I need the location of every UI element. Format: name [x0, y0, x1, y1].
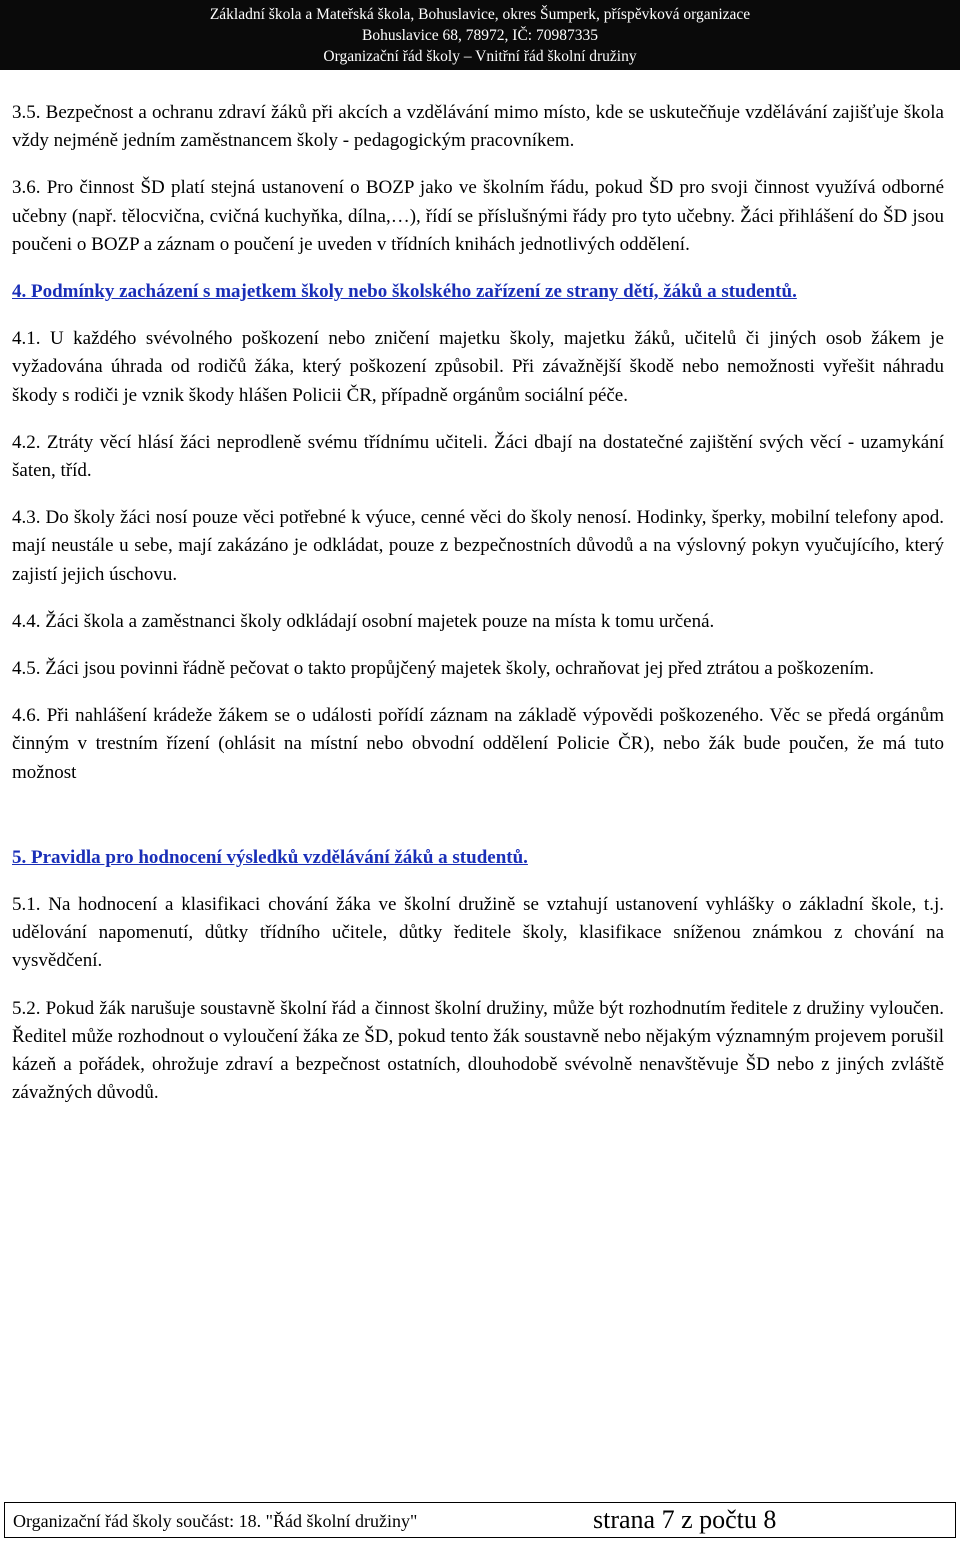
paragraph-4-6: 4.6. Při nahlášení krádeže žákem se o události pořídí záznam na základě výpovědi poškozeného. Věc se předá orgánům činným v trestním řízení (ohlásit na místní nebo obvodní oddělení Policie ČR), nebo žák bude poučen, že má tuto možnost: [12, 705, 944, 783]
section-heading-4: 4. Podmínky zacházení s majetkem školy nebo školského zařízení ze strany dětí, žáků a studentů.: [12, 281, 797, 303]
paragraph-4-4: 4.4. Žáci škola a zaměstnanci školy odkládají osobní majetek pouze na místa k tomu určená.: [12, 610, 715, 632]
paragraph-3-6: 3.6. Pro činnost ŠD platí stejná ustanovení o BOZP jako ve školním řádu, pokud ŠD pro svoji činnost využívá odborné učebny (např. tělocvična, cvičná kuchyňka, dílna,…), řídí se příslušnými řády pro tyto učebny. Žáci přihlášení do ŠD jsou poučeni o BOZP a záznam o poučení je uveden v třídních knihách jednotlivých oddělení.: [12, 177, 944, 255]
footer-document-label: Organizační řád školy součást: 18. "Řád školní družiny": [13, 1511, 418, 1531]
paragraph-5-2: 5.2. Pokud žák narušuje soustavně školní řád a činnost školní družiny, může být rozhodnutím ředitele z družiny vyloučen. Ředitel může rozhodnout o vyloučení žáka ze ŠD, pokud tento žák soustavně nebo nějakým významným projevem porušil kázeň a pořádek, ohrožuje zdraví a bezpečnost ostatních, dlouhodobě svévolně nenavštěvuje ŠD nebo z jiných zvláště závažných důvodů.: [12, 997, 944, 1104]
paragraph-3-5: 3.5. Bezpečnost a ochranu zdraví žáků při akcích a vzdělávání mimo místo, kde se uskutečňuje vzdělávání zajišťuje škola vždy nejméně jedním zaměstnancem školy - pedagogickým pracovníkem.: [12, 102, 944, 152]
paragraph-5-1: 5.1. Na hodnocení a klasifikaci chování žáka ve školní družině se vztahují ustanovení vyhlášky o základní škole, t.j. udělování napomenutí, důtky třídního učitele, důtky ředitele školy, klasifikace sníženou známkou z chování na vysvědčení.: [12, 894, 944, 972]
paragraph-4-3: 4.3. Do školy žáci nosí pouze věci potřebné k výuce, cenné věci do školy nenosí. Hodinky, šperky, mobilní telefony apod. mají neustále u sebe, mají zakázáno je odkládat, pouze z bezpečnostních důvodů a na výslovný pokyn vyučujícího, který zajistí jejich úschovu.: [12, 507, 944, 585]
page-header: [0, 0, 960, 70]
header-school-name: Základní škola a Mateřská škola, Bohuslavice, okres Šumperk, příspěvková organizace: [209, 6, 751, 23]
paragraph-4-5: 4.5. Žáci jsou povinni řádně pečovat o takto propůjčený majetek školy, ochraňovat jej před ztrátou a poškozením.: [12, 658, 874, 680]
footer-page-number: strana 7 z počtu 8: [593, 1505, 777, 1534]
paragraph-4-1: 4.1. U každého svévolného poškození nebo zničení majetku školy, majetku žáků, učitelů či jiných osob žákem je vyžadována úhrada od rodičů žáka, který poškození způsobil. Při závažnější škodě nebo nemožnosti vyřešit náhradu škody s rodiči je vznik škody hlášen Policii ČR, případně orgánům sociální péče.: [12, 328, 944, 406]
header-document-title: Organizační řád školy – Vnitřní řád školní družiny: [323, 48, 637, 65]
header-address: Bohuslavice 68, 78972, IČ: 70987335: [362, 27, 598, 44]
document-body: [12, 99, 944, 1107]
paragraph-4-2: 4.2. Ztráty věcí hlásí žáci neprodleně svému třídnímu učiteli. Žáci dbají na dostatečné zajištění svých věcí - uzamykání šaten, tříd.: [12, 431, 944, 482]
section-heading-5: 5. Pravidla pro hodnocení výsledků vzdělávání žáků a studentů.: [12, 846, 528, 868]
page-footer: [4, 1502, 956, 1538]
